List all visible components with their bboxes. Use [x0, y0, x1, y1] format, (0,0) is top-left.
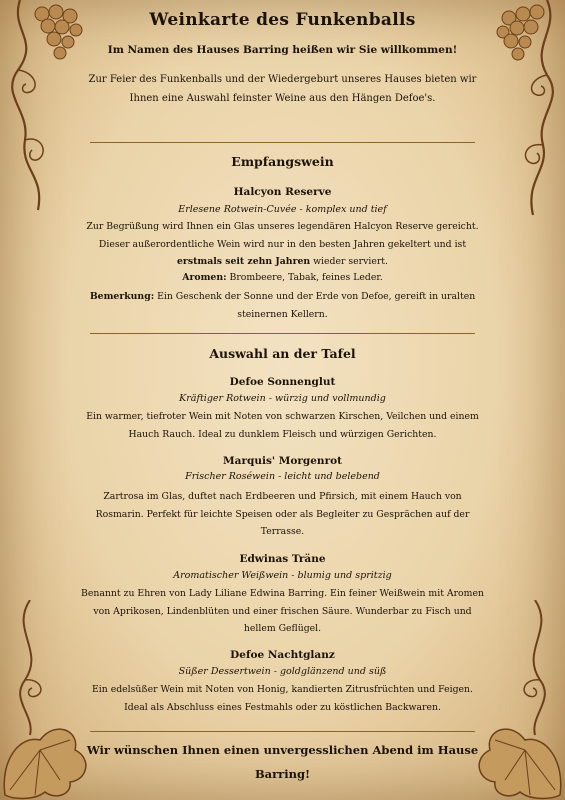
wine-description-text: Zur Begrüßung wird Ihnen ein Glas unseres legendären Halcyon Reserve gereicht. Dieser außerordentliche Wein wird nur in den besten Jahren gekeltert und ist	[86, 221, 479, 250]
divider	[90, 731, 475, 732]
grape-vine-top-left-icon	[0, 0, 90, 230]
wine-name: Marquis' Morgenrot	[223, 455, 342, 467]
wine-subtitle: Erlesene Rotwein-Cuvée - komplex und tief	[178, 204, 387, 215]
wine-description: Ein warmer, tiefroter Wein mit Noten von schwarzen Kirschen, Veilchen und einem Hauch Rauch. Ideal zu dunklem Fleisch und würzigen Gerichten.	[86, 411, 479, 440]
aromas-value: Brombeere, Tabak, feines Leder.	[226, 272, 383, 283]
wine-description-highlight: erstmals seit zehn Jahren	[177, 256, 311, 267]
remark-label: Bemerkung:	[89, 291, 155, 302]
wine-subtitle: Frischer Roséwein - leicht und belebend	[185, 471, 380, 482]
page-title: Weinkarte des Funkenballs	[149, 10, 416, 30]
closing-line: Wir wünschen Ihnen einen unvergesslichen Abend im Hause Barring!	[86, 743, 479, 781]
divider	[90, 333, 475, 334]
wine-subtitle: Süßer Dessertwein - goldglänzend und süß	[178, 666, 387, 677]
divider	[90, 142, 475, 143]
wine-name: Defoe Sonnenglut	[229, 376, 336, 388]
remark-value: Ein Geschenk der Sonne und der Erde von Defoe, gereift in uralten steinernen Kellern.	[154, 291, 476, 320]
wine-subtitle: Kräftiger Rotwein - würzig und vollmundig	[179, 393, 386, 404]
section-title-reception: Empfangswein	[231, 154, 334, 169]
aromas-label: Aromen:	[182, 272, 227, 283]
wine-description	[80, 218, 485, 271]
wine-remark	[80, 288, 485, 323]
wine-name: Halcyon Reserve	[233, 186, 332, 198]
wine-description: Ein edelsüßer Wein mit Noten von Honig, kandierten Zitrusfrüchten und Feigen. Ideal als Abschluss eines Festmahls oder zu köstlichen Backwaren.	[92, 684, 473, 713]
wine-name: Defoe Nachtglanz	[230, 649, 335, 661]
wine-aromas	[80, 272, 485, 283]
wine-description: Zartrosa im Glas, duftet nach Erdbeeren und Pfirsich, mit einem Hauch von Rosmarin. Perfekt für leichte Speisen oder als Begleiter zu Gesprächen auf der Terrasse.	[95, 491, 470, 537]
wine-description-text: wieder serviert.	[310, 256, 388, 267]
grape-vine-top-right-icon	[475, 0, 565, 230]
section-title-selection: Auswahl an der Tafel	[209, 346, 356, 361]
intro-paragraph: Zur Feier des Funkenballs und der Wiedergeburt unseres Hauses bieten wir Ihnen eine Auswahl feinster Weine aus den Hängen Defoe's.	[88, 74, 477, 104]
wine-subtitle: Aromatischer Weißwein - blumig und spritzig	[173, 570, 392, 581]
welcome-line: Im Namen des Hauses Barring heißen wir Sie willkommen!	[107, 44, 458, 56]
wine-name: Edwinas Träne	[239, 553, 326, 565]
wine-description: Benannt zu Ehren von Lady Liliane Edwina Barring. Ein feiner Weißwein mit Aromen von Aprikosen, Lindenblüten und einer frischen Säure. Wunderbar zu Fisch und hellem Geflügel.	[81, 588, 484, 634]
